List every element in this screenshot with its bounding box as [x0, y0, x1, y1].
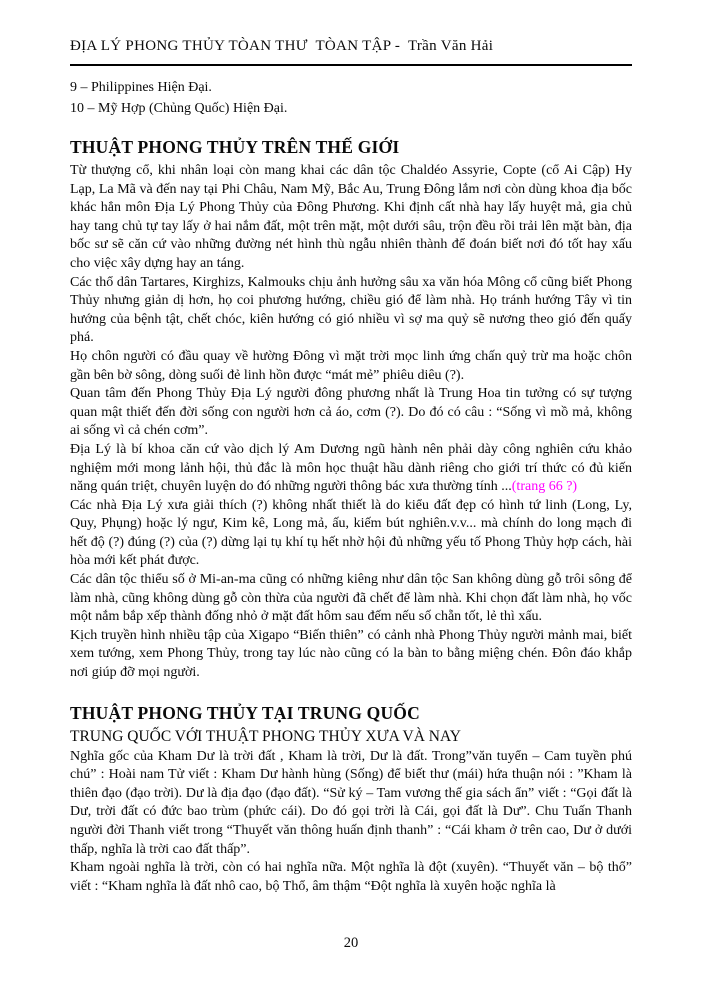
- header-divider: [70, 64, 632, 66]
- paragraph-text: Địa Lý là bí khoa căn cứ vào dịch lý Am Dương ngũ hành nên phải dày công nghiên cứu khảo nghiệm mới mong lảnh hội, thủ đắc là môn học thuật hầu dành riêng cho giới trí thức có đủ kiến năng quán triệt, chuyên luyện do đó những người thông bác xưa thường tính ...: [70, 441, 632, 495]
- paragraph: Họ chôn người có đầu quay về hường Đông vì mặt trời mọc linh ứng chấn quỷ trừ ma hoặc chôn gần bên bờ sông, dòng suối đẻ linh hồn được “mát mẻ” phiêu diêu (?).: [70, 348, 632, 383]
- paragraph: Nghĩa gốc của Kham Dư là trời đất , Kham là trời, Dư là đất. Trong”văn tuyển – Cam tuyền phú chú” : Hoài nam Tử viết : Kham Dư hành hùng (Sống) để biết thư (mái) hứa thuận nói : ”Kham là thiên đạo (đạo trời). Dư là địa đạo (đạo đất). “Sử ký – Tam vương thế gia sách ẩn” viết : “Gọi đất là Dư, trời đất có đức bao trùm (phức cái). Do đó gọi trời là Cái, gọi đất là Dư”. Chu Tuấn Thanh người đời Thanh viết trong “Thuyết văn thông huấn định thanh” : “Cái kham ở trên cao, Dư ở dưới thấp, nghĩa là trời cao đất thấp”.: [70, 748, 632, 857]
- numbered-list: [70, 78, 632, 119]
- paragraph: Các nhà Địa Lý xưa giải thích (?) không nhất thiết là do kiểu đất đẹp có hình tứ linh (Long, Ly, Quy, Phụng) hoặc lý ngư, Kim kê, Long mả, ấu, kiếm bút nghiên.v.v... mà chính do long mạch đi hết độ (?) đúng (?) của (?) dừng lại tụ khí tụ hết nhờ hội đủ những yếu tố Phong Thủy hợp cách, hài hòa mới kết phát được.: [70, 497, 632, 569]
- paragraph: Các dân tộc thiểu số ở Mi-an-ma cũng có những kiêng như dân tộc San không dùng gỗ trôi sông để làm nhà, cũng không dùng gỗ còn thừa của người đã chết để làm nhà. Khi chọn đất làm nhà, họ vốc một nắm bắp xếp thành đống nhỏ ở mặt đất hôm sau đếm nếu số chẵn tốt, lẻ thì xấu.: [70, 572, 632, 625]
- page-content: [70, 38, 632, 896]
- list-item: 9 – Philippines Hiện Đại.: [70, 80, 212, 95]
- paragraph: Kham ngoài nghĩa là trời, còn có hai nghĩa nữa. Một nghĩa là đột (xuyên). “Thuyết văn – bộ thổ” viết : “Kham nghĩa là đất nhô cao, bộ Thổ, âm thậm “Đột nghĩa là xuyên hoặc nghĩa là: [70, 860, 632, 894]
- header-title: ĐỊA LÝ PHONG THỦY TÒAN THƯ TÒAN TẬP - Trần Văn Hải: [70, 38, 494, 54]
- page-reference-note: (trang 66 ?): [511, 479, 578, 495]
- paragraph: Kịch truyền hình nhiều tập của Xigapo “Biến thiên” có cảnh nhà Phong Thủy người mảnh mai, biết xem tướng, xem Phong Thủy, trong tay lúc nào cũng có la bàn to bằng miệng chén. Đôn đáo khắp nơi giúp đỡ mọi người.: [70, 627, 632, 681]
- paragraph: Quan tâm đến Phong Thủy Địa Lý người đông phương nhất là Trung Hoa tin tưởng có sự tượng quan mật thiết đến đời sống con người hơn cả áo, cơm (?). Do đó có câu : “Sống vì mồ mả, không ai sống vì cả chén cơm”.: [70, 386, 632, 439]
- section-heading: THUẬT PHONG THỦY TRÊN THẾ GIỚI: [70, 137, 400, 157]
- paragraph: Các thổ dân Tartares, Kirghizs, Kalmouks chịu ảnh hưởng sâu xa văn hóa Mông cổ cũng biết Phong Thủy nhưng giản dị hơn, họ coi phương hướng, chiều gió để làm nhà. Họ tránh hướng Tây vì tin hướng của bệnh tật, chết chóc, kiên hướng có gió nhiều vì sợ ma quỷ sẽ nương theo gió đến quấy phá.: [70, 274, 632, 346]
- paragraph: Từ thượng cổ, khi nhân loại còn mang khai các dân tộc Chaldéo Assyrie, Copte (cổ Ai Cập) Hy Lạp, La Mã và đến nay tại Phi Châu, Nam Mỹ, Bắc Au, Trung Đông lắm nơi còn dùng khoa địa bốc khác hẳn môn Địa Lý Phong Thủy của Đông Phương. Khi định cất nhà hay lấy huyệt mả, gia chủ hay tang chủ tự tay lấy ở hai nắm đất, một trên mặt, một dưới sâu, trộn đều rồi trải lên mặt bàn, địa bốc sư sẽ căn cứ vào những đường nét hình thù ngẫu nhiên thành để đoán biết nơi đó tốt hay xấu cho việc xây dựng hay an táng.: [70, 163, 632, 271]
- page-number: 20: [343, 935, 359, 951]
- list-item: 10 – Mỹ Hợp (Chủng Quốc) Hiện Đại.: [70, 100, 288, 116]
- section-china: [70, 703, 632, 897]
- section-world: [70, 137, 632, 683]
- note-paragraph: [70, 441, 632, 497]
- section-subheading: TRUNG QUỐC VỚI THUẬT PHONG THỦY XƯA VÀ NAY: [70, 727, 461, 745]
- section-heading: THUẬT PHONG THỦY TẠI TRUNG QUỐC: [70, 702, 420, 723]
- document-header: [70, 38, 632, 66]
